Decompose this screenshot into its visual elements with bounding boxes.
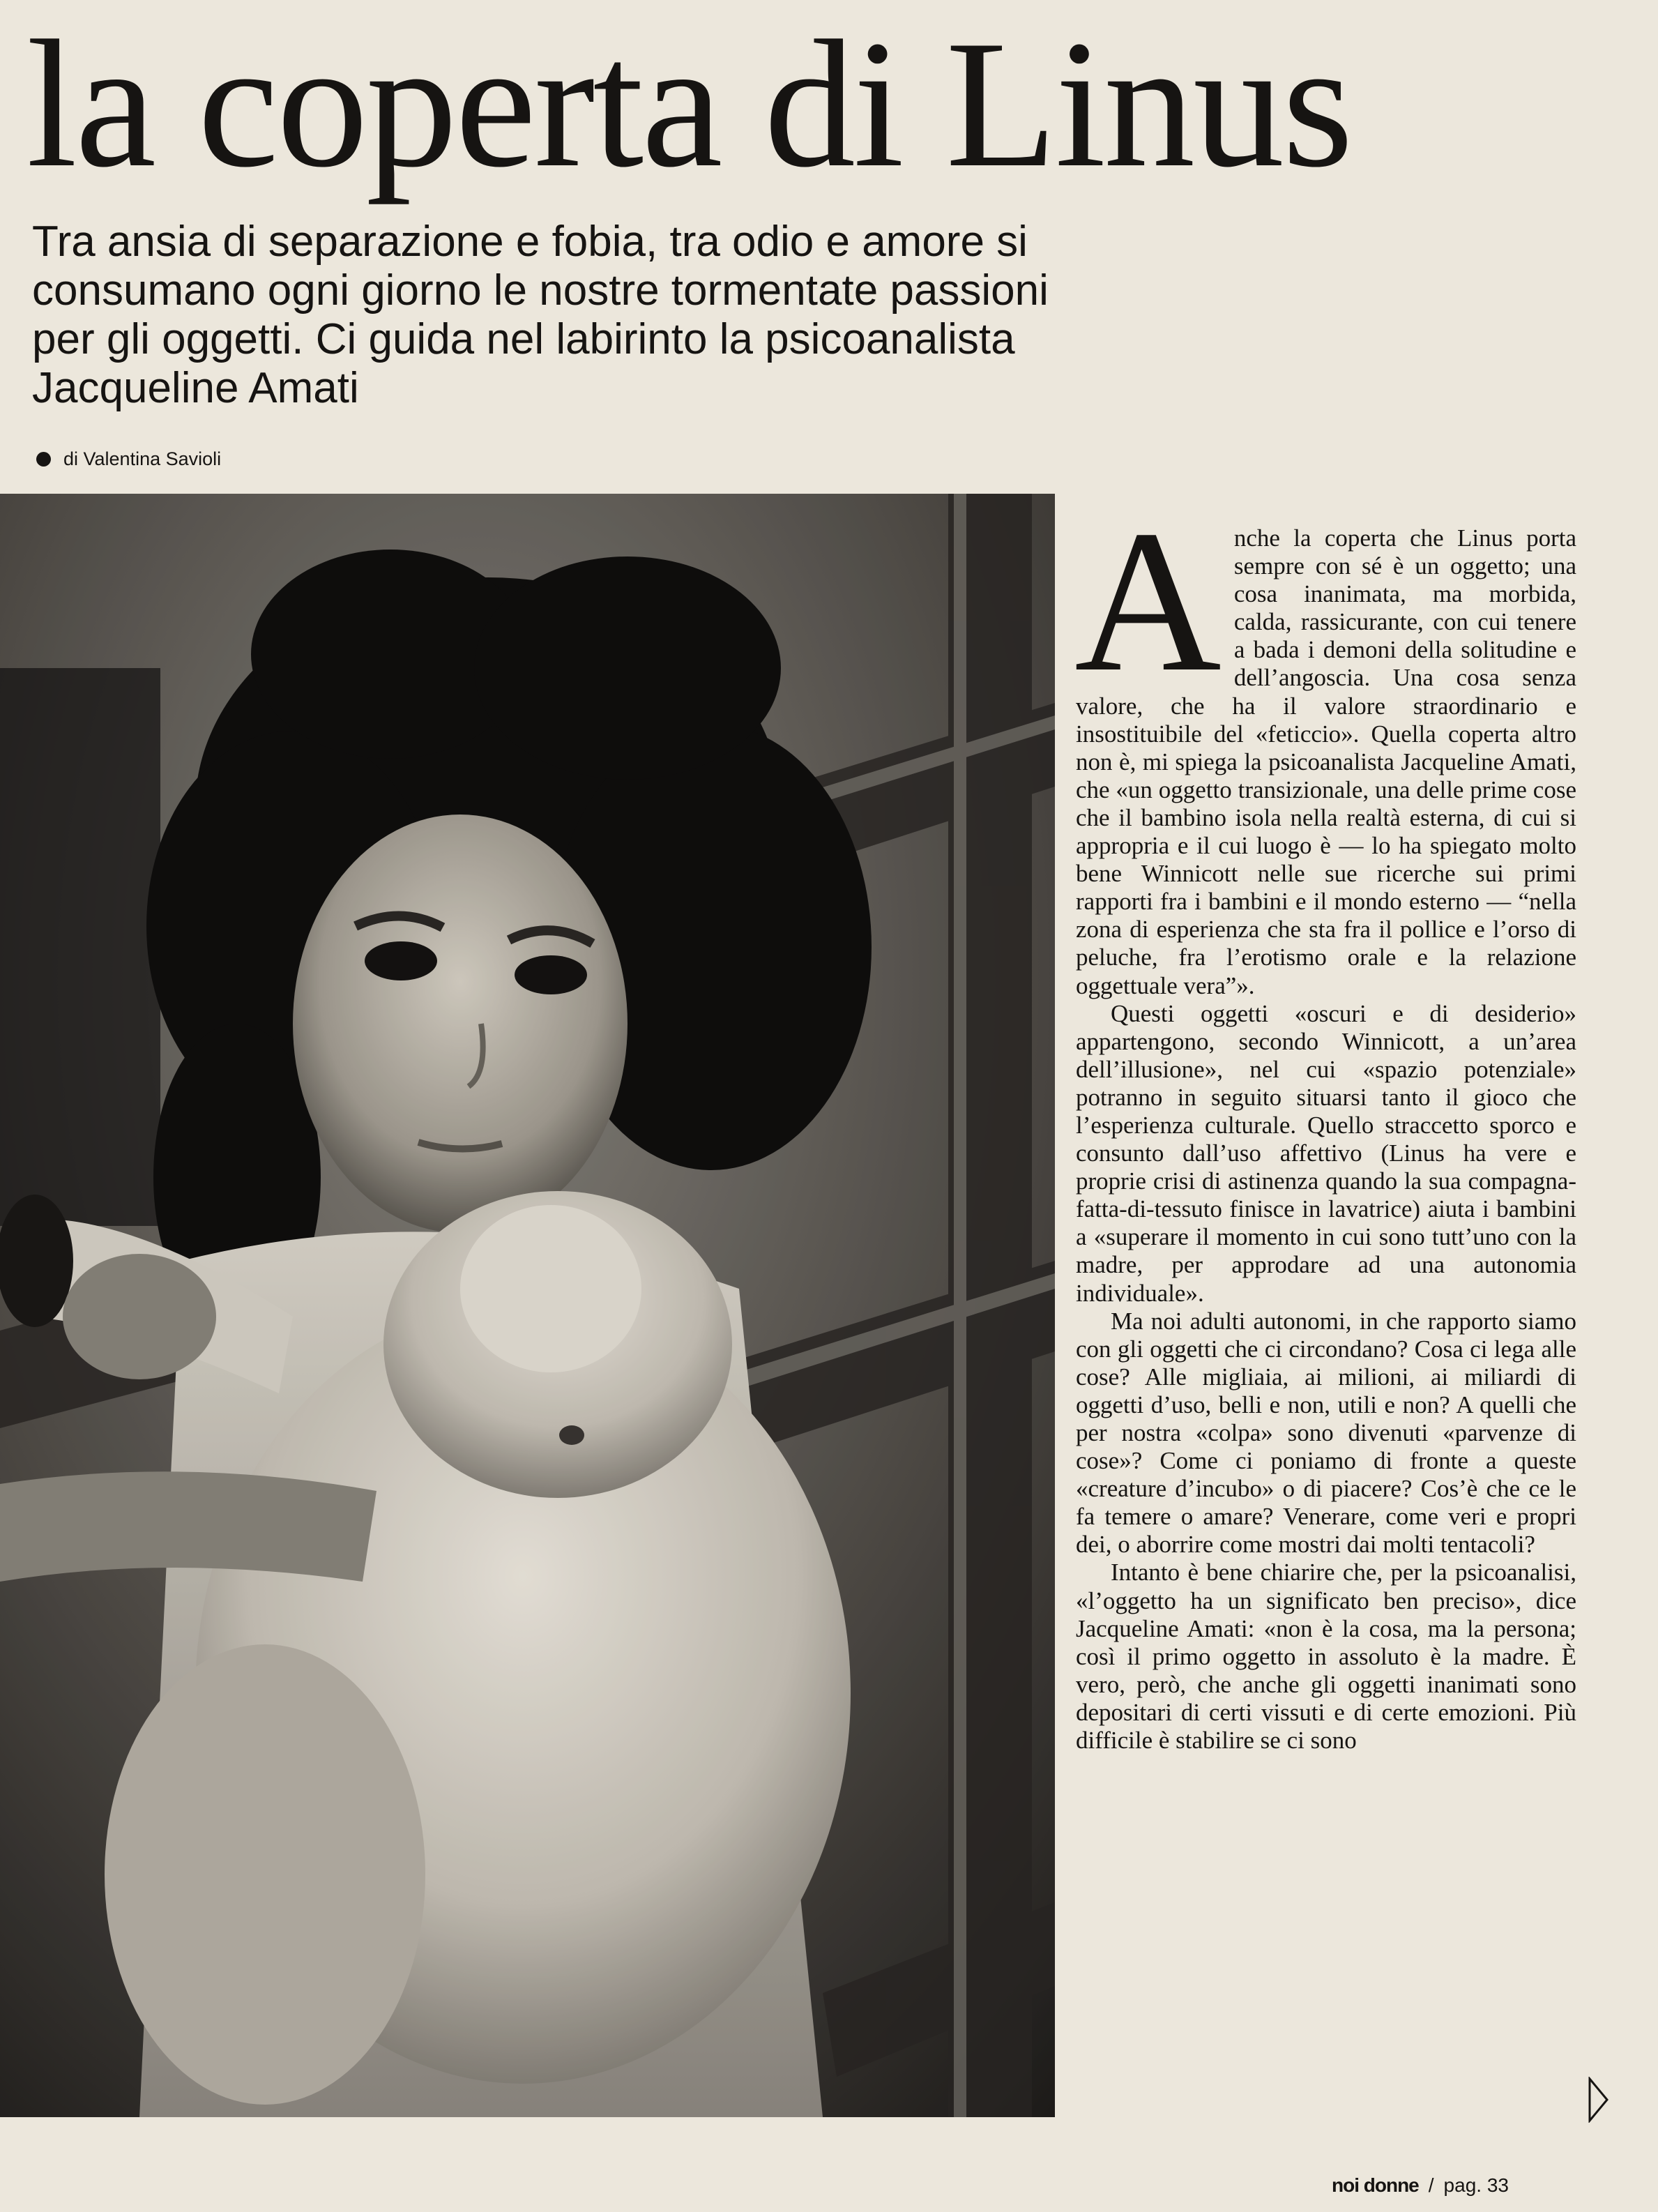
article-paragraph-3: Ma noi adulti autonomi, in che rapporto siamo con gli oggetti che ci circondano? Cosa ci lega alle cose? Alle migliaia, ai milioni, ai miliardi di oggetti d’uso, belli e non, utili e non? A quelli che per nostra «colpa» sono divenuti «parvenze di cose»? Come ci poniamo di fronte a queste «creature d’incubo» o di piacere? Cos’è che ce le fa temere o amare? Venerare, come veri e propri dei, o aborrire come mostri dai molti tentacoli?: [1076, 1307, 1576, 1559]
article-paragraph-4: Intanto è bene chiarire che, per la psicoanalisi, «l’oggetto ha un significato ben preciso», dice Jacqueline Amati: «non è la cosa, ma la persona; così il primo oggetto in assoluto è la madre. È vero, però, che anche gli oggetti inanimati sono depositari di certi vissuti e di certe emozioni. Più difficile è stabilire se ci sono: [1076, 1559, 1576, 1755]
bullet-icon: [36, 452, 51, 467]
byline-author: di Valentina Savioli: [63, 448, 222, 469]
article-photo: [0, 494, 1055, 2117]
article-paragraph-2: Questi oggetti «oscuri e di desiderio» appartengono, secondo Winnicott, a un’area dell’illusione», nel cui «spazio potenziale» potranno in seguito situarsi tanto il gioco che l’esperienza culturale. Quello straccetto sporco e consunto dall’uso affettivo (Linus ha vere e proprie crisi di astinenza quando la sua compagna-fatta-di-tessuto finisce in lavatrice) aiuta i bambini a «superare il momento in cui sono tutt’uno con la madre, per approdare ad una autonomia individuale».: [1076, 999, 1576, 1307]
continue-triangle-icon: [1588, 2077, 1609, 2123]
article-title: la coperta di Linus: [26, 3, 1352, 205]
article-subtitle: Tra ansia di separazione e fobia, tra odio e amore si consumano ogni giorno le nostre tormentate passioni per gli oggetti. Ci guida nel labirinto la psicoanalista Jacqueline Amati: [32, 218, 1049, 412]
photo-grain: [0, 494, 1055, 2117]
child-with-teddy-bear-photo: [0, 494, 1055, 2117]
magazine-name: noi donne: [1332, 2174, 1419, 2196]
article-body: [1074, 489, 1576, 1755]
drop-cap: A: [1074, 489, 1222, 714]
footer-separator: /: [1428, 2174, 1434, 2196]
article-paragraph-1: nche la coperta che Linus porta sempre con sé è un oggetto; una cosa inanimata, ma morbida, calda, rassicurante, con cui tenere a bada i demoni della solitudine e dell’angoscia. Una cosa senza valore, che ha il valore straordinario e insostituibile del «feticcio». Quella coperta altro non è, mi spiega la psicoanalista Jacqueline Amati, che «un oggetto transizionale, una delle prime cose che il bambino isola nella realtà esterna, di cui si appropria e il cui luogo è — lo ha spiegato molto bene Winnicott nelle sue ricerche sui primi rapporti fra i bambini e il mondo esterno — “nella zona di esperienza che sta fra il pollice e l’orso di peluche, fra l’erotismo orale e la relazione oggettuale vera”».: [1076, 524, 1576, 999]
byline: [36, 445, 221, 473]
page-number: pag. 33: [1443, 2174, 1509, 2196]
page-footer: [1332, 2172, 1509, 2199]
